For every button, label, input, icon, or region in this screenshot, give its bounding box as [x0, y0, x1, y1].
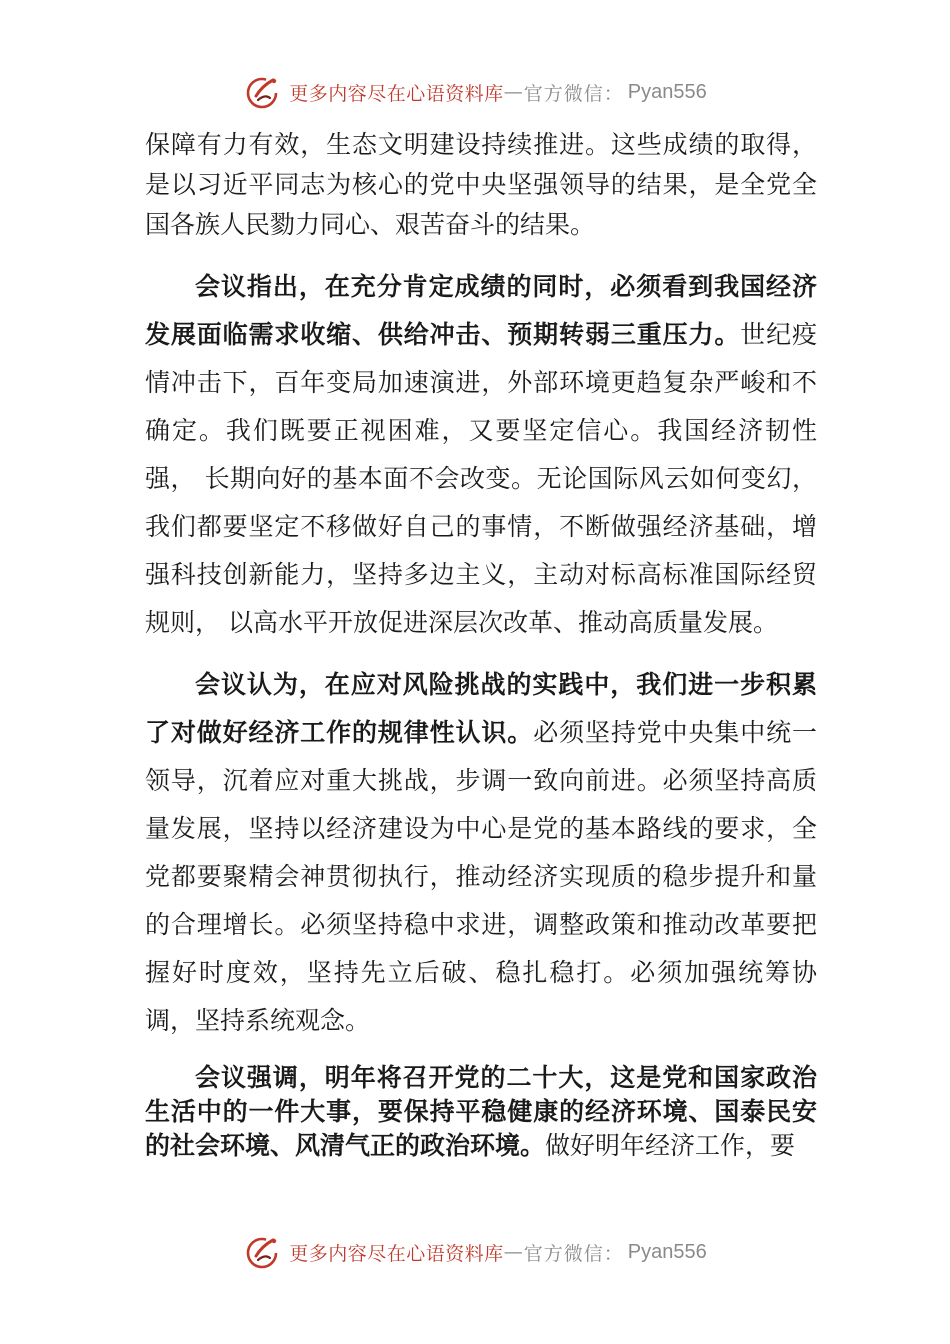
header-dash: —: [503, 81, 524, 103]
paragraph-3-body: 必须坚持党中央集中统一领导，沉着应对重大挑战，步调一致向前进。必须坚持高质量发展，坚持以经济建设为中心是党的基本路线的要求，全党都要聚精会神贯彻执行，推动经济实现质的稳步提升和量的合理增长。必须坚持稳中求进，调整政策和推动改革要把握好时度效，坚持先立后破、稳扎稳打。必须加强统筹协调，坚持系统观念。: [145, 718, 817, 1035]
header-banner: [0, 68, 950, 116]
paragraph-3: [145, 661, 817, 1045]
paragraph-2-lead: 会议指出，在充分肯定成绩的同时，必须看到我国经济发展面临需求收缩、供给冲击、预期转弱三重压力。: [145, 272, 817, 349]
paragraph-1: 保障有力有效，生态文明建设持续推进。这些成绩的取得，是以习近平同志为核心的党中央坚强领导的结果，是全党全国各族人民勠力同心、艰苦奋斗的结果。: [145, 130, 817, 239]
brush-logo-icon: [243, 72, 283, 112]
document-body: [145, 125, 817, 1163]
brush-logo-icon: [243, 1232, 283, 1272]
paragraph-2: [145, 263, 817, 647]
header-site-text: 更多内容尽在心语资料库: [289, 82, 504, 105]
footer-dash: —: [503, 1241, 524, 1263]
header-wechat-id: Pyan556: [627, 80, 707, 103]
footer-wechat-id: Pyan556: [627, 1240, 707, 1263]
footer-banner: [0, 1228, 950, 1276]
paragraph-4: [145, 1061, 817, 1163]
paragraph-4-body: 做好明年经济工作，要: [545, 1131, 796, 1160]
footer-site-text: 更多内容尽在心语资料库: [289, 1242, 504, 1265]
header-wechat-label: 官方微信：: [523, 82, 624, 105]
footer-wechat-label: 官方微信：: [523, 1242, 624, 1265]
paragraph-4-lead: 会议强调，明年将召开党的二十大，这是党和国家政治生活中的一件大事，要保持平稳健康的经济环境、国泰民安的社会环境、风清气正的政治环境。: [145, 1063, 817, 1160]
paragraph-2-body: 世纪疫情冲击下，百年变局加速演进，外部环境更趋复杂严峻和不确定。我们既要正视困难，又要坚定信心。我国经济韧性强， 长期向好的基本面不会改变。无论国际风云如何变幻，我们都要坚定不移做好自己的事情，不断做强经济基础，增强科技创新能力，坚持多边主义，主动对标高标准国际经贸规则， 以高水平开放促进深层次改革、推动高质量发展。: [145, 320, 817, 637]
paragraph-3-lead: 会议认为，在应对风险挑战的实践中，我们进一步积累了对做好经济工作的规律性认识。: [145, 670, 817, 747]
